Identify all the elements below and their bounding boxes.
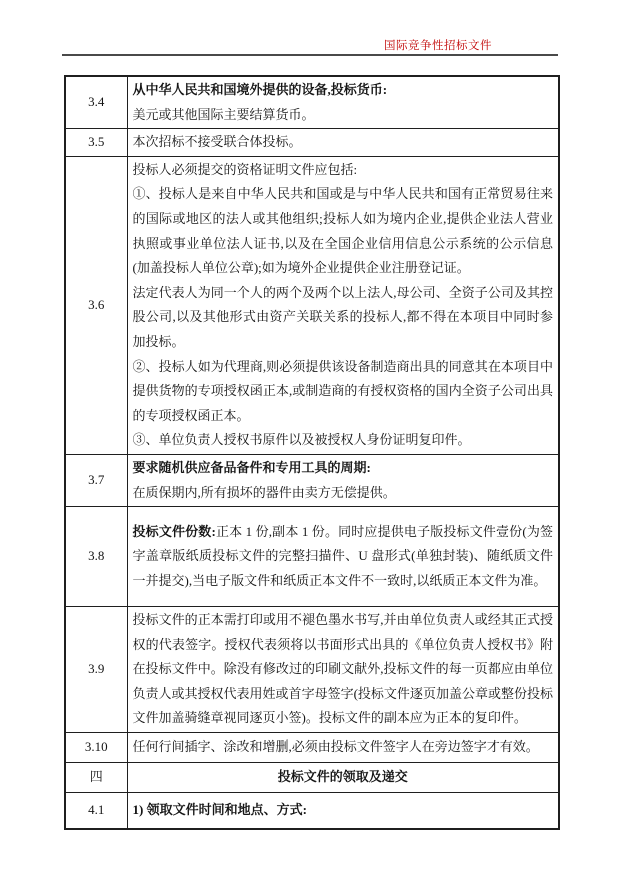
table-row — [65, 76, 559, 129]
paragraph: 在质保期内,所有损坏的器件由卖方无偿提供。 — [132, 484, 396, 500]
table-row — [65, 156, 559, 454]
row-content-cell — [127, 156, 559, 454]
row-number-cell: 3.10 — [65, 733, 127, 763]
paragraph-text: 正本 1 份,副本 1 份。同时应提供电子版投标文件壹份(为签字盖章版纸质投标文件的完整扫描件、U 盘形式(单独封装)、随纸质文件一并提交),当电子版文件和纸质正本文件不一致时,以纸质正本文件为准。 — [132, 523, 553, 588]
header-rule — [62, 54, 558, 56]
row-number-cell: 4.1 — [65, 793, 127, 829]
table-body — [65, 76, 559, 829]
header-title: 国际竞争性招标文件 — [384, 40, 492, 52]
row-number-cell: 3.6 — [65, 156, 127, 454]
table-row — [65, 607, 559, 733]
table-row — [65, 733, 559, 763]
row-content-cell — [127, 733, 559, 763]
row-number-cell: 3.7 — [65, 454, 127, 506]
bid-conditions-table — [64, 75, 560, 830]
paragraph: ①、投标人是来自中华人民共和国或是与中华人民共和国有正常贸易往来的国际或地区的法人或其他组织;投标人如为境内企业,提供企业法人营业执照或事业单位法人证书,以及在全国企业信用信息公示系统的公示信息(加盖投标人单位公章);如为境外企业提供企业注册登记证。 — [132, 186, 553, 276]
paragraph: 从中华人民共和国境外提供的设备,投标货币: — [132, 82, 388, 97]
table-row — [65, 793, 559, 829]
row-content-cell — [127, 793, 559, 829]
row-content-cell — [127, 607, 559, 733]
paragraph: 本次招标不接受联合体投标。 — [132, 134, 302, 150]
row-number-cell: 四 — [65, 763, 127, 793]
row-number-cell: 3.8 — [65, 507, 127, 607]
paragraph: 法定代表人为同一个人的两个及两个以上法人,母公司、全资子公司及其控股公司,以及其他形式由资产关联关系的投标人,都不得在本项目中同时参加投标。 — [132, 284, 553, 349]
row-number-cell: 3.9 — [65, 607, 127, 733]
paragraph — [133, 520, 554, 594]
table-row — [65, 129, 559, 157]
page-header — [62, 36, 558, 54]
paragraph: 1) 领取文件时间和地点、方式: — [132, 802, 307, 818]
paragraph: 任何行间插字、涂改和增删,必须由投标文件签字人在旁边签字才有效。 — [132, 739, 539, 755]
paragraph: 要求随机供应备品备件和专用工具的周期: — [132, 459, 371, 475]
table-row — [65, 507, 559, 607]
paragraph-lead: 投标文件份数: — [132, 523, 216, 539]
row-content-cell — [127, 129, 559, 157]
row-content-cell — [127, 76, 559, 129]
paragraph: 美元或其他国际主要结算货币。 — [132, 106, 315, 122]
paragraph: ③、单位负责人授权书原件以及被授权人身份证明复印件。 — [132, 432, 471, 448]
row-content-cell — [127, 454, 559, 506]
table-row — [65, 454, 559, 506]
paragraph: ②、投标人如为代理商,则必须提供该设备制造商出具的同意其在本项目中提供货物的专项授权函正本,或制造商的有授权资格的国内全资子公司出具的专项授权函正本。 — [132, 358, 553, 423]
paragraph: 投标人必须提交的资格证明文件应包括: — [132, 161, 358, 177]
row-number-cell: 3.4 — [65, 76, 127, 129]
row-content-cell — [127, 507, 559, 607]
paragraph: 投标文件的正本需打印或用不褪色墨水书写,并由单位负责人或经其正式授权的代表签字。授权代表须将以书面形式出具的《单位负责人授权书》附在投标文件中。除没有修改过的印刷文献外,投标文件的每一页都应由单位负责人或其授权代表用姓或首字母签字(投标文件逐页加盖公章或整份投标文件加盖骑缝章视同逐页小签)。投标文件的副本应为正本的复印件。 — [132, 612, 553, 726]
paragraph: 投标文件的领取及递交 — [277, 769, 408, 785]
row-content-cell — [127, 763, 559, 793]
row-number-cell: 3.5 — [65, 129, 127, 157]
table-row — [65, 763, 559, 793]
